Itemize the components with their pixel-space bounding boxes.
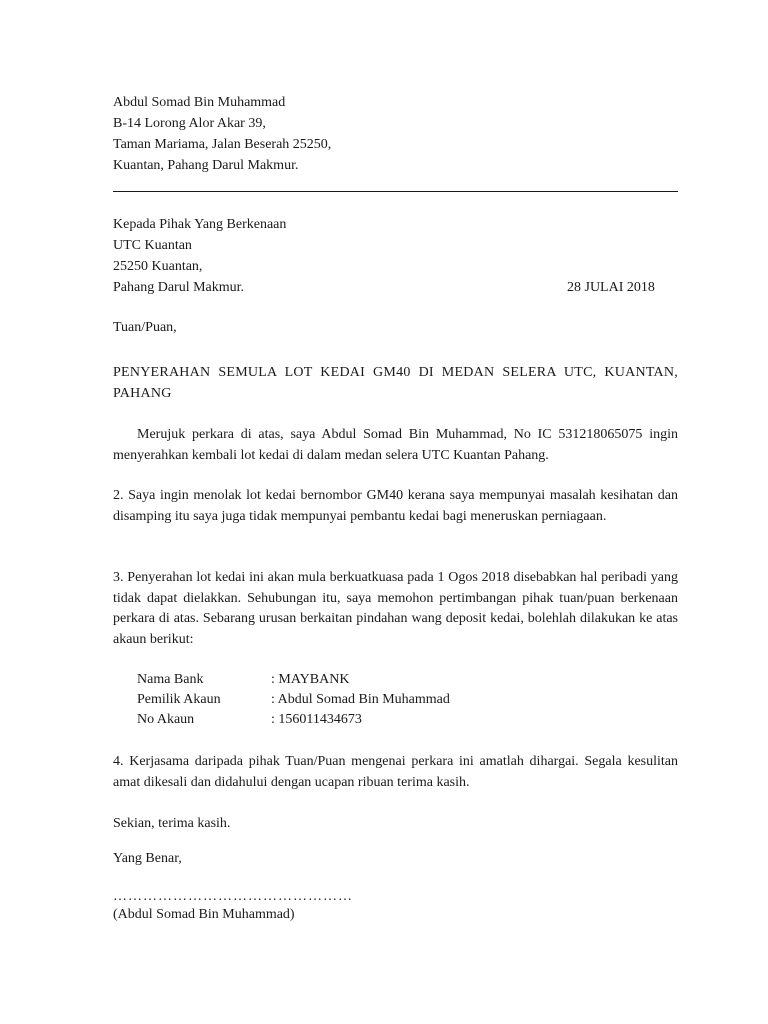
bank-detail-label: Pemilik Akaun — [137, 692, 221, 707]
recipient-line1: Kepada Pihak Yang Berkenaan — [113, 217, 287, 232]
bank-detail-row — [137, 670, 349, 690]
paragraph-1: Merujuk perkara di atas, saya Abdul Somad Bin Muhammad, No IC 531218065075 ingin menyerahkan kembali lot kedai di dalam medan selera UTC Kuantan Pahang. — [113, 427, 678, 463]
bank-detail-row — [137, 710, 362, 730]
sender-name: Abdul Somad Bin Muhammad — [113, 95, 286, 110]
header-divider — [113, 191, 678, 192]
bank-detail-value: : MAYBANK — [271, 672, 350, 687]
paragraph-4: 4. Kerjasama daripada pihak Tuan/Puan mengenai perkara ini amatlah dihargai. Segala kesulitan amat dikesali dan didahului dengan ucapan ribuan terima kasih. — [113, 754, 678, 790]
sender-address-line1: B-14 Lorong Alor Akar 39, — [113, 116, 266, 131]
bank-detail-value: : Abdul Somad Bin Muhammad — [271, 692, 450, 707]
sign-off: Yang Benar, — [113, 851, 182, 866]
sender-address-line3: Kuantan, Pahang Darul Makmur. — [113, 158, 299, 173]
closing-line: Sekian, terima kasih. — [113, 816, 231, 831]
bank-detail-value: : 156011434673 — [271, 712, 362, 727]
signature-line: ………………………………………… — [113, 889, 353, 904]
subject-heading: PENYERAHAN SEMULA LOT KEDAI GM40 DI MEDAN SELERA UTC, KUANTAN, PAHANG — [113, 365, 678, 401]
sender-address-line2: Taman Mariama, Jalan Beserah 25250, — [113, 137, 332, 152]
letter-date: 28 JULAI 2018 — [567, 280, 655, 295]
bank-detail-label: No Akaun — [137, 712, 195, 727]
recipient-line3: 25250 Kuantan, — [113, 259, 203, 274]
paragraph-2: 2. Saya ingin menolak lot kedai bernombor GM40 kerana saya mempunyai masalah kesihatan dan disamping itu saya juga tidak mempunyai pembantu kedai bagi meneruskan perniagaan. — [113, 488, 678, 524]
recipient-line2: UTC Kuantan — [113, 238, 192, 253]
bank-detail-row — [137, 690, 450, 710]
bank-detail-label: Nama Bank — [137, 672, 204, 687]
salutation: Tuan/Puan, — [113, 320, 177, 335]
signature-name: (Abdul Somad Bin Muhammad) — [113, 907, 295, 922]
recipient-line4: Pahang Darul Makmur. — [113, 280, 245, 295]
paragraph-3: 3. Penyerahan lot kedai ini akan mula berkuatkuasa pada 1 Ogos 2018 disebabkan hal peribadi yang tidak dapat dielakkan. Sehubungan itu, saya memohon pertimbangan pihak tuan/puan berkenaan perkara di atas. Sebarang urusan berkaitan pindahan wang deposit kedai, bolehlah dilakukan ke atas akaun berikut: — [113, 570, 678, 647]
